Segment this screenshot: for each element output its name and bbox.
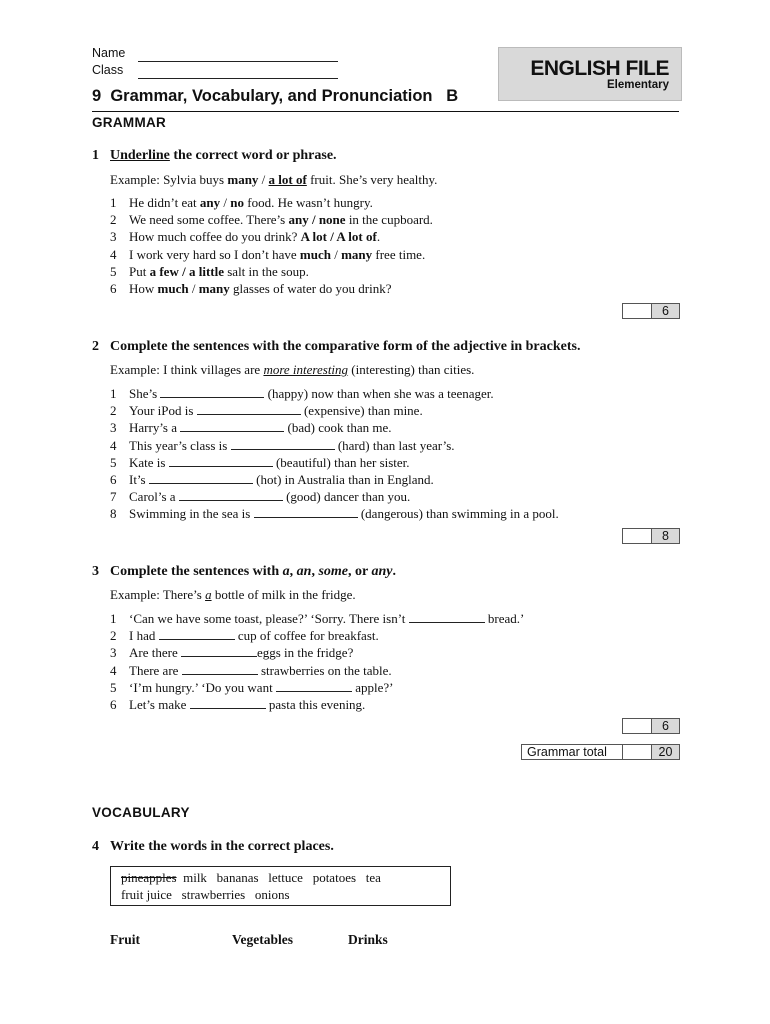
q3-item [110,679,524,696]
item-text: Harry’s a [129,420,181,436]
option-a[interactable]: a few [149,263,179,279]
q2-item [110,385,559,402]
item-text: free time. [372,246,426,262]
item-text: Swimming in the sea is [129,506,254,522]
item-number: 7 [110,489,117,505]
item-text: (expensive) than mine. [300,403,423,419]
item-text: She’s [129,386,161,401]
item-number: 5 [110,263,117,279]
q3-score-input[interactable] [622,718,651,734]
q3-item [110,627,524,644]
q4-heading [92,839,334,855]
answer-blank[interactable] [231,438,335,450]
word-box [110,866,451,906]
item-text: How [129,281,158,297]
title-rule [92,111,679,112]
grammar-total-input[interactable] [622,744,651,760]
option-b[interactable]: A lot of [336,229,377,245]
q3-punct: , [289,564,297,579]
q3-item [110,662,524,679]
option-a[interactable]: any [288,212,309,228]
brand-logo [498,47,682,101]
q3-items [110,610,524,713]
q3-word: some [318,564,348,579]
item-text: We need some coffee. There’s [129,212,289,228]
q1-example-post: fruit. She’s very healthy. [306,172,438,187]
q2-item [110,471,559,488]
item-text: Put [129,263,150,279]
class-field[interactable] [138,66,338,84]
brand-title: ENGLISH FILE [530,57,669,80]
item-text: salt in the soup. [223,263,309,279]
option-sep: / [178,263,189,279]
q3-instruction: Complete the sentences with [110,564,283,579]
q1-score-box [622,303,680,320]
answer-blank[interactable] [409,611,485,623]
answer-blank[interactable] [182,663,258,675]
item-text: (hot) in Australia than in England. [252,472,434,488]
item-number: 3 [110,420,117,436]
name-field[interactable] [138,49,338,67]
item-number: 5 [110,454,117,470]
q1-score-max: 6 [651,303,680,319]
q2-example [110,362,474,378]
q1-item[interactable] [110,211,433,228]
item-text: ‘I’m hungry.’ ‘Do you want [129,679,276,695]
q1-item[interactable] [110,263,433,280]
name-label: Name [92,46,126,60]
name-row [92,46,125,60]
item-text: Your iPod is [129,403,197,419]
q1-item[interactable] [110,228,433,245]
item-text: Are there [129,645,181,661]
answer-blank[interactable] [160,386,264,398]
item-number: 1 [110,195,117,210]
class-label: Class [92,63,124,77]
q1-item[interactable] [110,194,433,211]
q3-example-answer: a [205,587,212,602]
word-box-line: fruit juice strawberries onions [121,887,290,902]
answer-blank[interactable] [159,628,235,640]
crossed-word: pineapples [121,870,177,885]
grammar-total-max: 20 [651,744,680,760]
q1-item[interactable] [110,280,433,297]
answer-blank[interactable] [149,472,253,484]
item-number: 2 [110,628,117,644]
item-number: 2 [110,212,117,228]
q2-item [110,505,559,522]
q2-instruction: Complete the sentences with the comparative form of the adjective in brackets. [110,339,581,354]
q2-example-pre: Example: I think villages are [110,362,264,377]
item-text: . [376,229,381,245]
q2-score-box [622,528,680,545]
option-sep: / [326,229,337,245]
item-text: pasta this evening. [265,697,366,713]
item-number: 1 [110,611,117,626]
answer-blank[interactable] [169,455,273,467]
option-b[interactable]: a little [188,263,224,279]
option-sep: / [220,195,231,210]
q2-item [110,402,559,419]
answer-blank[interactable] [179,489,283,501]
item-text: ‘Can we have some toast, please?’ ‘Sorry. There isn’t [129,611,409,626]
item-text: Kate is [129,454,169,470]
q3-word: an [296,564,312,579]
item-text: (dangerous) than swimming in a pool. [357,506,559,522]
q3-example-pre: Example: There’s [110,587,206,602]
option-sep: / [308,212,319,228]
item-text: (hard) than last year’s. [334,437,455,453]
item-text: glasses of water do you drink? [229,281,392,297]
item-number: 8 [110,506,117,522]
q2-heading [92,339,580,355]
option-a[interactable]: much [157,281,189,297]
item-number: 4 [110,662,117,678]
item-text: I had [129,628,159,644]
option-b[interactable]: many [198,281,230,297]
word-list: milk bananas lettuce potatoes tea [176,870,381,885]
q4-instruction: Write the words in the correct places. [110,839,334,854]
q4-number: 4 [92,839,99,854]
item-text: apple?’ [351,679,394,695]
item-text: food. He wasn’t hungry. [243,195,373,210]
item-text: (happy) now than when she was a teenager. [264,386,494,401]
option-b[interactable]: none [318,212,346,228]
q3-punct: , or [348,564,372,579]
item-number: 2 [110,403,117,419]
item-text: in the cupboard. [345,212,433,228]
option-b[interactable]: no [230,195,244,210]
q3-example [110,587,356,603]
q1-instruction: the correct word or phrase. [169,148,337,163]
q3-word: a [282,564,290,579]
brand-level: Elementary [606,79,669,91]
q1-item[interactable] [110,246,433,263]
item-number: 5 [110,679,117,695]
item-text: Carol’s a [129,489,179,505]
option-a[interactable]: A lot [300,229,327,245]
item-number: 3 [110,645,117,661]
answer-blank[interactable] [254,506,358,518]
option-b[interactable]: many [341,246,373,262]
q2-items [110,385,559,523]
q1-number: 1 [92,148,99,163]
q2-item [110,437,559,454]
column-drinks: Drinks [348,932,388,947]
item-number: 4 [110,246,117,262]
item-text: It’s [129,472,149,488]
item-number: 6 [110,281,117,297]
q2-score-input[interactable] [622,528,651,544]
grammar-section-title: GRAMMAR [92,115,167,130]
q3-word: any [371,564,393,579]
answer-blank[interactable] [197,403,301,415]
item-text: strawberries on the table. [257,662,392,678]
q3-item [110,610,524,627]
item-text: bread.’ [484,611,525,626]
item-text: He didn’t eat [129,195,200,210]
vocabulary-section-title: VOCABULARY [92,805,190,820]
item-text: (good) dancer than you. [282,489,411,505]
item-text: There are [129,662,182,678]
answer-blank[interactable] [190,697,266,709]
q2-item [110,454,559,471]
q3-punct: , [311,564,319,579]
q2-example-post: (interesting) than cities. [348,362,475,377]
column-fruit: Fruit [110,932,140,947]
test-title: 9 Grammar, Vocabulary, and Pronunciation B [92,87,459,105]
q1-example-sep: / [258,172,269,187]
item-number: 6 [110,472,117,488]
option-sep: / [330,246,342,262]
q1-example-option: many [227,172,259,187]
q1-heading [92,148,337,164]
item-number: 3 [110,229,117,245]
q1-items [110,194,433,297]
item-number: 1 [110,386,117,401]
item-text: (beautiful) than her sister. [272,454,410,470]
q3-item [110,644,524,661]
q2-example-answer: more interesting [263,362,349,377]
item-text: Let’s make [129,697,190,713]
q2-score-max: 8 [651,528,680,544]
class-row [92,63,123,77]
q1-example [110,172,437,188]
q3-punct: . [392,564,396,579]
q3-score-box [622,718,680,735]
q3-score-max: 6 [651,718,680,734]
item-text: This year’s class is [129,437,231,453]
option-a[interactable]: any [199,195,221,210]
item-text: eggs in the fridge? [256,645,354,661]
q2-item [110,488,559,505]
option-a[interactable]: much [299,246,331,262]
q2-item [110,419,559,436]
answer-blank[interactable] [181,645,257,657]
q3-number: 3 [92,564,99,579]
item-text: How much coffee do you drink? [129,229,301,245]
q3-heading [92,564,396,580]
q2-number: 2 [92,339,99,354]
answer-blank[interactable] [180,420,284,432]
option-sep: / [188,281,199,297]
grammar-total-box [521,744,680,761]
q3-item [110,696,524,713]
q3-example-post: bottle of milk in the fridge. [211,587,356,602]
item-text: I work very hard so I don’t have [129,246,300,262]
q1-example-answer: a lot of [268,172,307,187]
item-number: 6 [110,697,117,713]
item-text: cup of coffee for breakfast. [234,628,379,644]
q1-instruction-underline: Underline [110,148,170,163]
q1-score-input[interactable] [622,303,651,319]
answer-blank[interactable] [276,680,352,692]
grammar-total-label: Grammar total [521,744,622,760]
word-box-line [121,869,440,886]
item-number: 4 [110,437,117,453]
q1-example-pre: Example: Sylvia buys [110,172,228,187]
item-text: (bad) cook than me. [284,420,392,436]
column-vegetables: Vegetables [232,932,293,947]
